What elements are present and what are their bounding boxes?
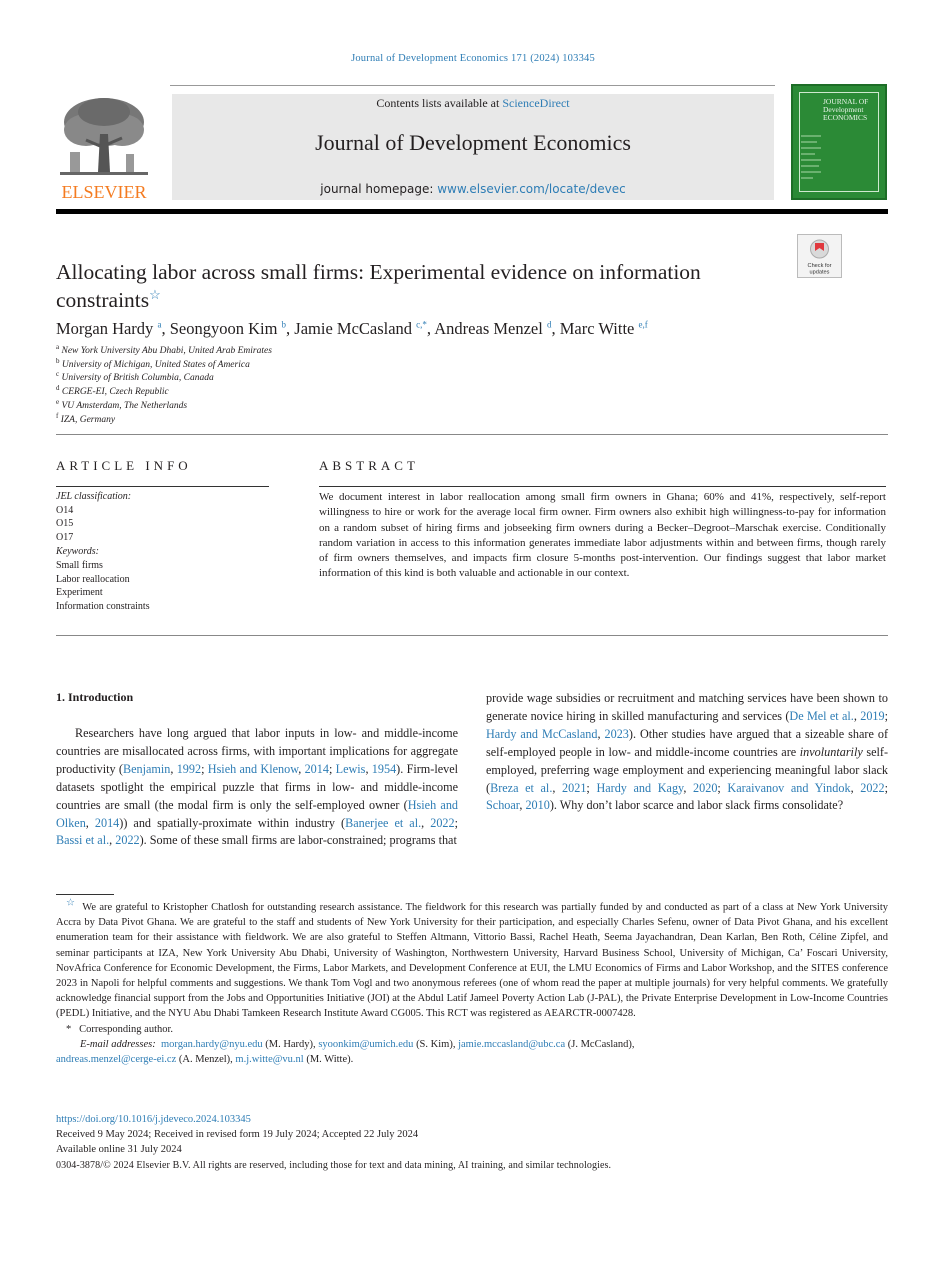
title-footnote-star[interactable]: ☆ [149,286,161,302]
citation-link[interactable]: 2023 [604,726,629,741]
affiliation-marker: b [56,356,60,365]
jel-code: O15 [56,518,74,530]
body-text: ). Some of these small firms are labor-constrained; programs that [139,833,457,848]
citation-link[interactable]: 2014 [94,815,120,830]
funding-footnote-text: We are grateful to Kristopher Chatlosh for outstanding research assistance. The fieldwork for this research was partially funded by and conducted as part of a class at New York University Accra by Data Pivot Ghana. We are grateful to the staff and students of New York University for their participation, and especially Charles Sefenu, owner of Data Pivot Ghana, and his excellent enumeration team for their assistance with fieldwork. We are also grateful to Steffen Altmann, Vittorio Bassi, Rachel Heath, Seema Jayachandran, Dean Karlan, Ben Roth, Céline Zipfel, and seminar participants at IZA, New York University Abu Dhabi, University of Washington, Northwestern University, Harvard Business School, University of Michigan, Ca’ Foscari University, NovAfrica Conference for Economic Development, the Firms, Labor Markets, and Development Conference at EUI, the LMU Economics of Firms and Labor Workshop, and the SITES conference 2023 in Napoli for helpful comments and suggestions. We thank Tom Vogl and two anonymous referees (one of whom read the paper at multiple journals) for very helpful comments. We gratefully acknowledge financial support from the Jobs and Opportunities Initiative (JOI) at the Abdul Latif Jameel Poverty Action Lab (J-PAL), the Private Enterprise Development in Low-Income Countries (PEDL) Initiative, and the NYU Abu Dhabi Tamkeen Research Institute Award CG005. This RCT was registered as AEARCTR-0007428. [56,902,889,1020]
abstract-divider [56,635,888,636]
citation-link[interactable]: Breza et al. [490,780,553,795]
top-divider [170,85,775,86]
keyword: Small firms [56,559,103,571]
citation-link[interactable]: Hsieh and Olken [56,797,459,830]
contents-prefix: Contents lists available at [376,96,503,110]
corresponding-mark: * [66,1023,72,1035]
keyword: Information constraints [56,600,150,612]
author-name: Morgan Hardy [56,319,154,338]
email-link[interactable]: jamie.mccasland@ubc.ca [458,1038,566,1050]
journal-homepage-link[interactable]: www.elsevier.com/locate/devec [437,182,626,196]
affiliation-marker: d [56,383,60,392]
email-owner: (M. Hardy), [262,1038,319,1050]
cover-title: JOURNAL OF Development ECONOMICS [823,97,869,122]
article-info-rule [56,486,269,487]
author-affiliation-link[interactable]: a [157,319,162,330]
email-link[interactable]: morgan.hardy@nyu.edu [160,1038,263,1050]
section-heading-introduction: 1. Introduction [56,690,134,704]
citation-link[interactable]: De Mel et al. [789,708,854,723]
cover-graphic-icon [799,126,825,186]
body-text: ; [884,780,888,795]
corresponding-author-note [56,1022,888,1037]
body-text: , [170,761,177,776]
email-owner: (S. Kim), [413,1038,459,1050]
article-title-text: Allocating labor across small firms: Experimental evidence on information constraints [56,260,701,312]
footnote-rule [56,894,114,895]
journal-title: Journal of Development Economics [315,130,631,155]
email-link[interactable]: syoonkim@umich.edu [318,1038,414,1050]
citation-link[interactable]: Hardy and McCasland [486,726,598,741]
svg-text:Check for: Check for [807,263,832,269]
body-text: , [365,761,372,776]
keyword: Labor reallocation [56,573,130,585]
body-text: , [109,833,116,848]
author-affiliation-link[interactable]: c,* [416,319,427,330]
citation-link[interactable]: 1954 [371,761,397,776]
journal-reference-link[interactable]: Journal of Development Economics 171 (2024) 103345 [351,53,595,64]
citation-link[interactable]: 2010 [525,798,550,813]
sciencedirect-link[interactable]: ScienceDirect [502,96,570,110]
body-text: ; [586,780,597,795]
affiliation-text: University of British Columbia, Canada [61,373,214,384]
funding-footnote-star: ☆ [66,897,76,909]
body-text: , [298,761,305,776]
author-affiliation-link[interactable]: d [546,319,552,330]
body-text: )) and spatially-proximate within industry ( [119,815,346,830]
abstract-rule [319,486,886,487]
body-text: , [421,815,431,830]
author-name: Andreas Menzel [434,319,543,338]
body-text: self-employed, preferring wage employment and experiencing meaningful labor slack ( [486,744,889,795]
citation-link[interactable]: Banerjee et al. [345,815,422,830]
body-text: , [552,780,563,795]
author-affiliation-link[interactable]: b [281,319,287,330]
body-text: provide wage subsidies or recruitment and matching services have been shown to generate novice hiring in skilled manufacturing and services ( [486,691,888,723]
author-separator: , [161,319,170,338]
citation-link[interactable]: 1992 [176,761,202,776]
svg-text:updates: updates [809,269,830,276]
affiliation-marker: a [56,342,60,351]
body-text: , [85,815,95,830]
affiliation-item [56,383,169,398]
email-addresses [56,1037,888,1067]
citation-link[interactable]: Bassi et al. [56,833,110,848]
body-text: Researchers have long argued that labor inputs in low- and middle-income countries are misallocated across firms, with important implications for aggregate productivity ( [56,726,458,776]
body-text: ). Firm-level datasets spotlight the empirical puzzle that firms in low- and middle-income countries are small (the modal firm is only the self-employed owner ( [56,761,459,812]
body-text: ; [717,780,728,795]
affiliation-text: University of Michigan, United States of America [61,359,250,370]
affiliation-item [56,356,250,370]
article-info-heading: ARTICLE INFO [56,458,192,473]
doi-link[interactable]: https://doi.org/10.1016/j.jdeveco.2024.103345 [56,1114,251,1125]
affiliation-text: IZA, Germany [60,414,116,425]
homepage-line [172,182,774,196]
citation-link[interactable]: Hsieh and Klenow [207,761,299,776]
affiliation-text: CERGE-EI, Czech Republic [61,387,169,398]
intro-paragraph-right [486,690,888,815]
citation-link[interactable]: 2022 [860,780,885,795]
body-text: , [850,780,861,795]
citation-link[interactable]: 2022 [430,815,455,830]
email-owner: (M. Witte). [303,1054,354,1066]
affiliation-item [56,397,188,411]
article-info-block [56,490,269,613]
jel-label: JEL classification: [56,491,132,502]
citation-link[interactable]: 2021 [562,780,587,795]
abstract-heading: ABSTRACT [319,458,419,473]
body-text: , [519,798,526,813]
affiliation-text: New York University Abu Dhabi, United Arab Emirates [61,346,272,356]
jel-code: O14 [56,504,74,516]
svg-text:ELSEVIER: ELSEVIER [61,182,147,200]
citation-link[interactable]: Hardy and Kagy [596,780,684,795]
homepage-prefix: journal homepage: [320,182,438,196]
body-text: , [683,780,694,795]
email-owner: (J. McCasland), [565,1038,635,1050]
elsevier-logo [56,94,152,200]
check-for-updates-button[interactable] [797,234,842,278]
author-separator: , [426,319,435,338]
journal-header-box [172,94,774,200]
citation-link[interactable]: 2019 [860,708,885,723]
abstract-text: We document interest in labor reallocation among small firm owners in Ghana; 60% and 41%, respectively, self-report willingness to hire or work for the average local firm owner. Firm owners also exhibit high willingness-to-pay for information on a random subset of hiring firms and jobseeking firm owners during a Becker–Degroot–Marschak exercise. Conditionally random variation in access to this information generates immediate labor adjustments within and between firms, though rarely of firm owners themselves, and impacts firm closure 5-months post-intervention. Our findings suggest that labor market information of this kind is both valuable and actionable in our context. [319,491,886,580]
jel-list [56,504,269,545]
author-affiliation-link[interactable]: e,f [638,319,648,330]
contents-line [172,96,774,111]
funding-footnote [56,897,889,1022]
body-text: ; [201,761,208,776]
citation-link[interactable]: Benjamin [122,761,171,776]
copyright-notice: 0304-3878/© 2024 Elsevier B.V. All rights are reserved, including those for text and data mining, AI training, and similar technologies. [56,1159,612,1171]
body-text: ). Why don’t labor scarce and labor slack firms consolidate? [549,798,844,813]
body-text: ; [454,815,458,830]
body-text: ; [884,708,888,723]
author-separator: , [286,319,295,338]
keywords-list [56,559,269,613]
author-separator: , [551,319,560,338]
body-text: ; [328,761,336,776]
affiliation-marker: f [56,411,59,420]
corresponding-author-text: Corresponding author. [79,1023,174,1035]
footnotes [56,897,889,1067]
body-text: ). Other studies have argued that a sizeable share of self-employed people in low- and middle-income countries are [486,726,889,759]
article-title [56,258,776,314]
header-thick-divider [56,209,888,214]
author-name: Seongyoon Kim [169,319,278,338]
journal-cover-image [791,84,887,200]
citation-link[interactable]: 2014 [304,761,329,776]
keyword: Experiment [56,587,103,599]
emphasis-text: involuntarily [799,744,863,759]
affiliation-item [56,370,214,384]
elsevier-tree-icon [56,94,152,200]
affiliation-text: VU Amsterdam, The Netherlands [61,400,188,411]
email-owner: (A. Menzel), [176,1054,236,1066]
keywords-label: Keywords: [56,546,99,558]
affiliation-marker: e [56,397,60,406]
affiliation-item [56,411,116,425]
citation-link[interactable]: Schoar [486,798,520,813]
email-link[interactable]: m.j.witte@vu.nl [235,1054,304,1066]
check-updates-icon [798,235,841,277]
jel-code: O17 [56,531,74,543]
affiliation-item [56,342,272,356]
publication-info [56,1112,888,1173]
citation-link[interactable]: Karaivanov and Yindok [727,780,851,795]
citation-link[interactable]: 2020 [693,780,718,795]
citation-link[interactable]: 2022 [115,833,140,848]
email-link[interactable]: andreas.menzel@cerge-ei.cz [56,1054,177,1066]
email-label: E-mail addresses: [80,1038,156,1050]
available-online: Available online 31 July 2024 [56,1144,182,1156]
affiliation-marker: c [56,370,60,379]
author-list [56,319,886,339]
author-name: Marc Witte [559,319,635,338]
authors-divider [56,434,888,435]
body-text: , [597,726,605,741]
citation-link[interactable]: Lewis [335,761,366,776]
received-dates: Received 9 May 2024; Received in revised form 19 July 2024; Accepted 22 July 2024 [56,1129,419,1141]
intro-paragraph-left [56,725,458,850]
author-name: Jamie McCasland [294,319,413,338]
body-text: , [853,708,861,723]
